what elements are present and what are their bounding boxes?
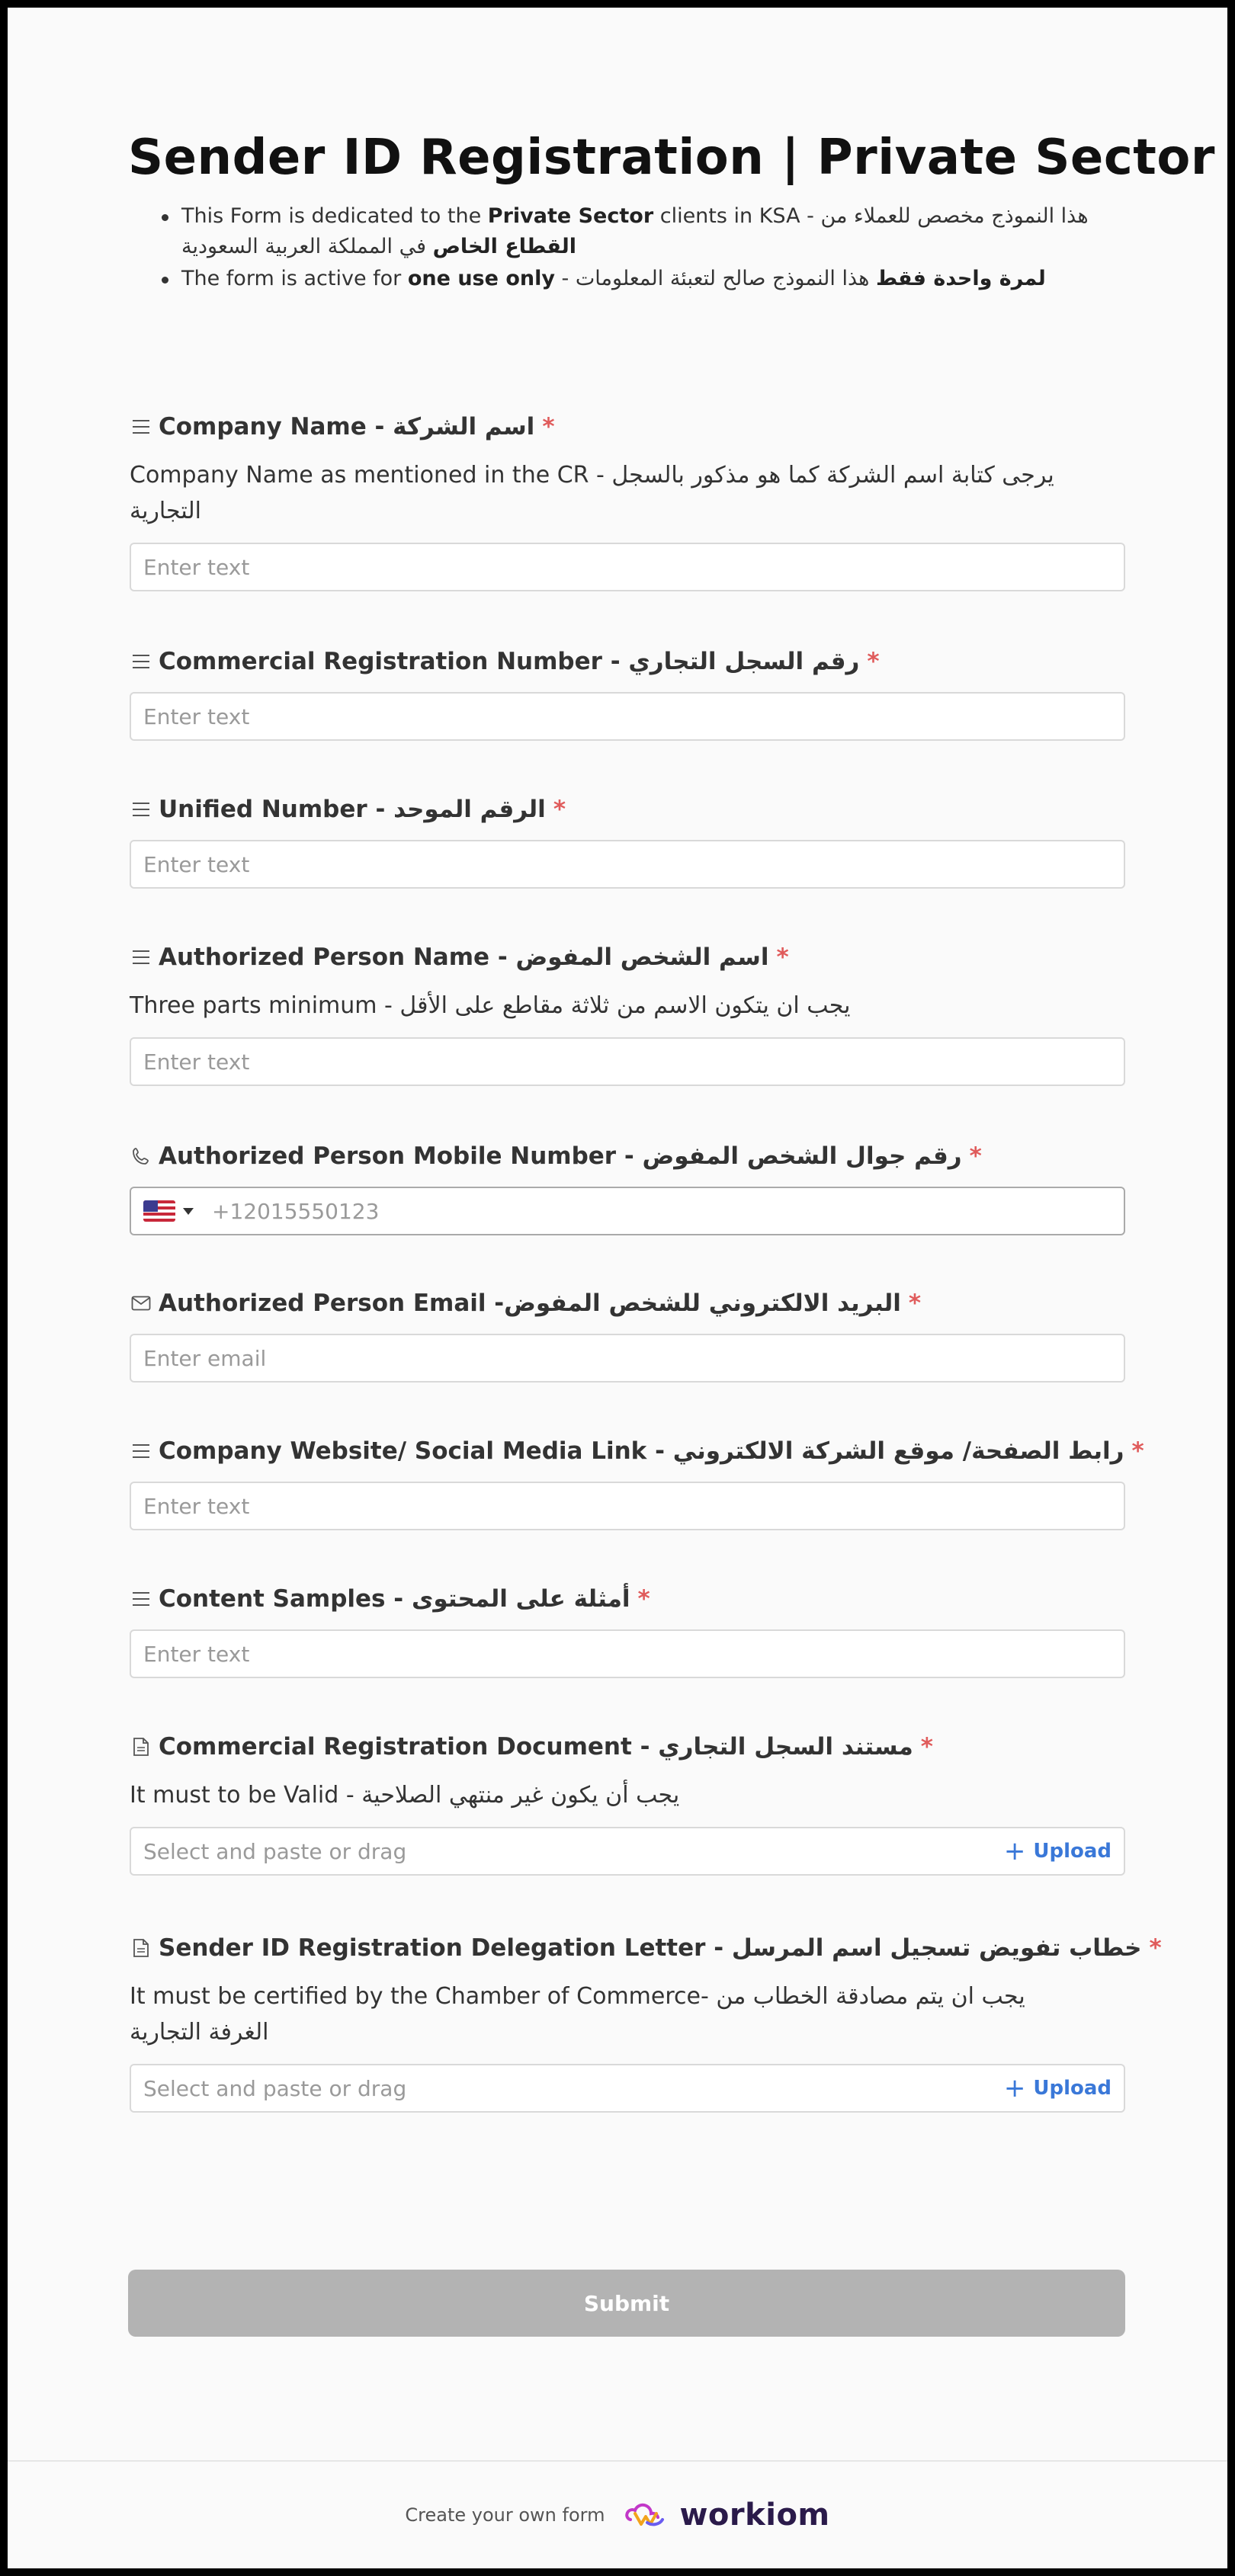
website-input[interactable] xyxy=(143,1494,1112,1519)
question-label: Content Samples - أمثلة على المحتوى xyxy=(159,1585,630,1613)
question-label: Commercial Registration Number - رقم السجل التجاري xyxy=(159,648,860,675)
question-label: Company Name - اسم الشركة xyxy=(159,413,535,441)
question-label: Authorized Person Email -البريد الالكتروني للشخص المفوض xyxy=(159,1290,901,1317)
authorized-name-field[interactable] xyxy=(130,1037,1125,1086)
required-mark: * xyxy=(1131,1437,1144,1465)
plus-icon: + xyxy=(1003,1836,1026,1866)
text-lines-icon xyxy=(130,415,152,438)
required-mark: * xyxy=(553,796,566,823)
page-title: Sender ID Registration | Private Sector xyxy=(128,130,1215,186)
create-form-link[interactable]: Create your own form xyxy=(405,2504,605,2526)
question-email xyxy=(130,1286,1125,1383)
question-description: It must to be Valid - يجب أن يكون غير منتهي الصلاحية xyxy=(130,1782,680,1809)
footer xyxy=(8,2460,1227,2568)
text-lines-icon xyxy=(130,798,152,821)
question-website xyxy=(130,1434,1144,1530)
mail-icon xyxy=(130,1292,152,1315)
required-mark: * xyxy=(908,1290,922,1317)
us-flag-icon[interactable] xyxy=(143,1200,175,1222)
document-icon xyxy=(130,1735,152,1758)
content-samples-field[interactable] xyxy=(130,1629,1125,1678)
unified-number-input[interactable] xyxy=(143,852,1112,877)
email-field[interactable] xyxy=(130,1334,1125,1383)
cr-number-field[interactable] xyxy=(130,692,1125,741)
intro-item: This Form is dedicated to the Private Sector clients in KSA - هذا النموذج مخصص للعملاء من القطاع الخاص في المملكة العربية السعودية xyxy=(160,201,1151,262)
required-mark: * xyxy=(1149,1934,1162,1962)
workiom-logo[interactable] xyxy=(624,2498,829,2533)
question-content-samples xyxy=(130,1582,1125,1678)
question-label: Unified Number - الرقم الموحد xyxy=(159,796,546,823)
text-lines-icon xyxy=(130,1588,152,1610)
required-mark: * xyxy=(969,1142,982,1170)
question-label: Commercial Registration Document - مستند السجل التجاري xyxy=(159,1733,913,1761)
authorized-name-input[interactable] xyxy=(143,1049,1112,1075)
question-delegation-letter xyxy=(130,1931,1162,2113)
required-mark: * xyxy=(542,413,555,441)
question-cr-number xyxy=(130,645,1125,741)
phone-icon xyxy=(130,1145,152,1168)
website-field[interactable] xyxy=(130,1482,1125,1530)
submit-button[interactable]: Submit xyxy=(128,2270,1125,2337)
text-lines-icon xyxy=(130,1440,152,1463)
question-cr-document xyxy=(130,1730,1125,1876)
question-description: Three parts minimum - يجب ان يتكون الاسم من ثلاثة مقاطع على الأقل xyxy=(130,992,851,1019)
delegation-letter-upload-field[interactable] xyxy=(130,2064,1125,2113)
question-label: Company Website/ Social Media Link - رابط الصفحة/ موقع الشركة الالكتروني xyxy=(159,1437,1124,1465)
required-mark: * xyxy=(637,1585,650,1613)
question-label: Authorized Person Name - اسم الشخص المفوض xyxy=(159,944,769,971)
question-description: Company Name as mentioned in the CR - يرجى كتابة اسم الشركة كما هو مذكور بالسجل التجارية xyxy=(130,462,1054,524)
upload-placeholder: Select and paste or drag xyxy=(143,2075,407,2101)
form-page xyxy=(8,8,1227,2568)
upload-button[interactable]: + Upload xyxy=(1003,2073,1112,2103)
question-authorized-name xyxy=(130,940,1125,1086)
question-company-name xyxy=(130,410,1125,591)
text-lines-icon xyxy=(130,650,152,673)
workiom-logo-icon xyxy=(624,2500,673,2530)
question-description: It must be certified by the Chamber of Commerce- يجب ان يتم مصادقة الخطاب من الغرفة التجارية xyxy=(130,1983,1025,2046)
document-icon xyxy=(130,1937,152,1959)
workiom-logo-text: workiom xyxy=(679,2498,830,2533)
upload-placeholder: Select and paste or drag xyxy=(143,1838,407,1864)
cr-document-upload-field[interactable] xyxy=(130,1827,1125,1876)
text-lines-icon xyxy=(130,946,152,969)
company-name-field[interactable] xyxy=(130,543,1125,591)
cr-number-input[interactable] xyxy=(143,704,1112,729)
unified-number-field[interactable] xyxy=(130,840,1125,889)
upload-button[interactable]: + Upload xyxy=(1003,1836,1112,1866)
question-mobile xyxy=(130,1139,1125,1235)
intro-list xyxy=(160,201,1151,294)
required-mark: * xyxy=(920,1733,933,1761)
required-mark: * xyxy=(867,648,880,675)
mobile-input[interactable] xyxy=(212,1199,1112,1224)
intro-item: The form is active for one use only - لمرة واحدة فقط هذا النموذج صالح لتعبئة المعلومات xyxy=(160,264,1151,294)
email-input[interactable] xyxy=(143,1346,1112,1371)
plus-icon: + xyxy=(1003,2073,1026,2103)
mobile-field[interactable] xyxy=(130,1187,1125,1235)
question-label: Authorized Person Mobile Number - رقم جوال الشخص المفوض xyxy=(159,1142,962,1170)
chevron-down-icon[interactable] xyxy=(183,1208,194,1215)
question-unified-number xyxy=(130,793,1125,889)
question-label: Sender ID Registration Delegation Letter - خطاب تفويض تسجيل اسم المرسل xyxy=(159,1934,1142,1962)
company-name-input[interactable] xyxy=(143,555,1112,580)
content-samples-input[interactable] xyxy=(143,1642,1112,1667)
required-mark: * xyxy=(776,944,789,971)
